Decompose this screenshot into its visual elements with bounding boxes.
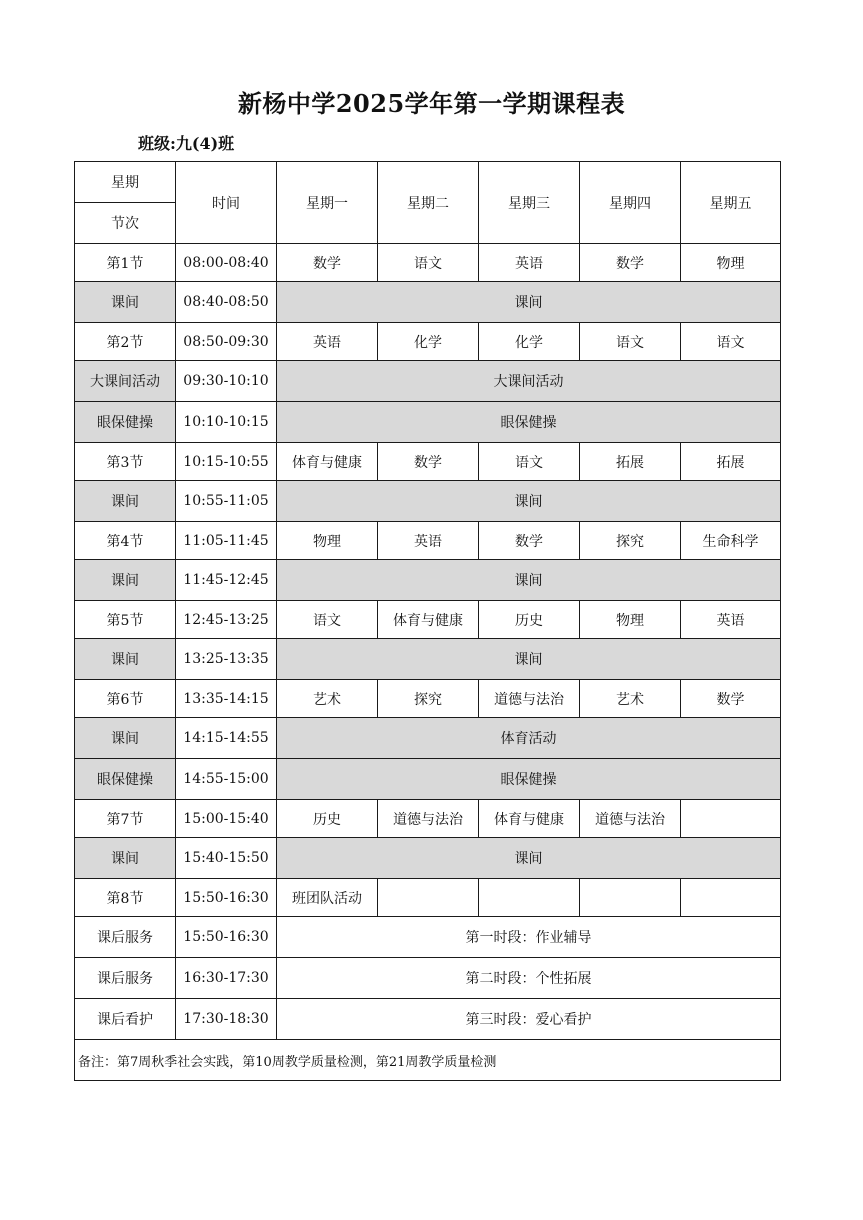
period-label: 课间 [75,560,176,601]
time-cell: 16:30-17:30 [176,958,277,999]
lesson-row [75,323,781,361]
day-header: 星期五 [681,162,781,244]
subject-cell: 体育与健康 [479,800,580,838]
time-cell: 08:00-08:40 [176,244,277,282]
break-cell: 大课间活动 [277,361,781,402]
subject-cell: 数学 [681,680,781,718]
period-label: 课后服务 [75,958,176,999]
period-label: 大课间活动 [75,361,176,402]
lesson-row [75,879,781,917]
subject-cell: 物理 [277,522,378,560]
class-label: 班级:九(4)班 [138,134,235,153]
time-cell: 17:30-18:30 [176,999,277,1040]
service-cell: 第二时段：个性拓展 [277,958,781,999]
period-label: 第3节 [75,443,176,481]
period-label: 课间 [75,718,176,759]
remark-note: 备注：第7周秋季社会实践，第10周教学质量检测，第21周教学质量检测 [75,1040,781,1081]
lesson-row [75,800,781,838]
time-cell: 13:25-13:35 [176,639,277,680]
service-cell: 第一时段：作业辅导 [277,917,781,958]
subject-cell: 物理 [580,601,681,639]
day-header: 星期二 [378,162,479,244]
subject-cell: 数学 [479,522,580,560]
subject-cell: 拓展 [580,443,681,481]
weekday-header: 星期 [75,162,176,203]
time-cell: 12:45-13:25 [176,601,277,639]
time-cell: 08:40-08:50 [176,282,277,323]
break-row [75,639,781,680]
break-row [75,838,781,879]
period-label: 课后服务 [75,917,176,958]
time-cell: 15:50-16:30 [176,917,277,958]
break-cell: 课间 [277,282,781,323]
page-title: 新杨中学2025学年第一学期课程表 [237,89,626,118]
lesson-row [75,601,781,639]
break-cell: 眼保健操 [277,759,781,800]
break-row [75,560,781,601]
period-label: 第8节 [75,879,176,917]
subject-cell: 探究 [580,522,681,560]
subject-cell: 语文 [681,323,781,361]
subject-cell [681,879,781,917]
subject-cell [479,879,580,917]
time-cell: 10:15-10:55 [176,443,277,481]
break-row [75,282,781,323]
subject-cell: 语文 [479,443,580,481]
time-cell: 09:30-10:10 [176,361,277,402]
service-cell: 第三时段：爱心看护 [277,999,781,1040]
day-header: 星期三 [479,162,580,244]
break-row [75,402,781,443]
break-row [75,718,781,759]
subject-cell: 英语 [681,601,781,639]
period-label: 课间 [75,481,176,522]
break-row [75,759,781,800]
period-header: 节次 [75,203,176,244]
break-row [75,361,781,402]
break-cell: 眼保健操 [277,402,781,443]
subject-cell: 英语 [378,522,479,560]
break-cell: 体育活动 [277,718,781,759]
subject-cell: 道德与法治 [378,800,479,838]
subject-cell: 道德与法治 [479,680,580,718]
lesson-row [75,244,781,282]
period-label: 课间 [75,639,176,680]
period-label: 第4节 [75,522,176,560]
service-row [75,999,781,1040]
time-cell: 15:40-15:50 [176,838,277,879]
time-cell: 10:55-11:05 [176,481,277,522]
subject-cell: 数学 [580,244,681,282]
subject-cell: 拓展 [681,443,781,481]
subject-cell: 英语 [277,323,378,361]
subject-cell: 英语 [479,244,580,282]
lesson-row [75,522,781,560]
time-cell: 15:50-16:30 [176,879,277,917]
service-row [75,917,781,958]
break-cell: 课间 [277,481,781,522]
subject-cell: 语文 [277,601,378,639]
subject-cell: 语文 [378,244,479,282]
subject-cell: 历史 [277,800,378,838]
service-row [75,958,781,999]
subject-cell: 探究 [378,680,479,718]
day-header: 星期一 [277,162,378,244]
header-row [75,162,781,203]
time-cell: 11:45-12:45 [176,560,277,601]
break-row [75,481,781,522]
subject-cell [580,879,681,917]
subject-cell: 生命科学 [681,522,781,560]
time-header: 时间 [176,162,277,244]
period-label: 课间 [75,838,176,879]
lesson-row [75,443,781,481]
subject-cell: 艺术 [580,680,681,718]
time-cell: 10:10-10:15 [176,402,277,443]
subject-cell: 历史 [479,601,580,639]
time-cell: 08:50-09:30 [176,323,277,361]
subject-cell: 体育与健康 [277,443,378,481]
time-cell: 11:05-11:45 [176,522,277,560]
time-cell: 13:35-14:15 [176,680,277,718]
subject-cell: 化学 [378,323,479,361]
day-header: 星期四 [580,162,681,244]
schedule-table [74,161,781,1081]
subject-cell: 化学 [479,323,580,361]
time-cell: 15:00-15:40 [176,800,277,838]
subject-cell: 体育与健康 [378,601,479,639]
period-label: 课间 [75,282,176,323]
subject-cell: 道德与法治 [580,800,681,838]
subject-cell: 数学 [378,443,479,481]
subject-cell: 艺术 [277,680,378,718]
note-row [75,1040,781,1081]
subject-cell: 语文 [580,323,681,361]
period-label: 第2节 [75,323,176,361]
period-label: 课后看护 [75,999,176,1040]
period-label: 眼保健操 [75,402,176,443]
period-label: 第6节 [75,680,176,718]
time-cell: 14:55-15:00 [176,759,277,800]
period-label: 第5节 [75,601,176,639]
period-label: 第7节 [75,800,176,838]
subject-cell [681,800,781,838]
break-cell: 课间 [277,560,781,601]
subject-cell [378,879,479,917]
subject-cell: 数学 [277,244,378,282]
subject-cell: 班团队活动 [277,879,378,917]
break-cell: 课间 [277,639,781,680]
period-label: 第1节 [75,244,176,282]
lesson-row [75,680,781,718]
subject-cell: 物理 [681,244,781,282]
time-cell: 14:15-14:55 [176,718,277,759]
period-label: 眼保健操 [75,759,176,800]
break-cell: 课间 [277,838,781,879]
